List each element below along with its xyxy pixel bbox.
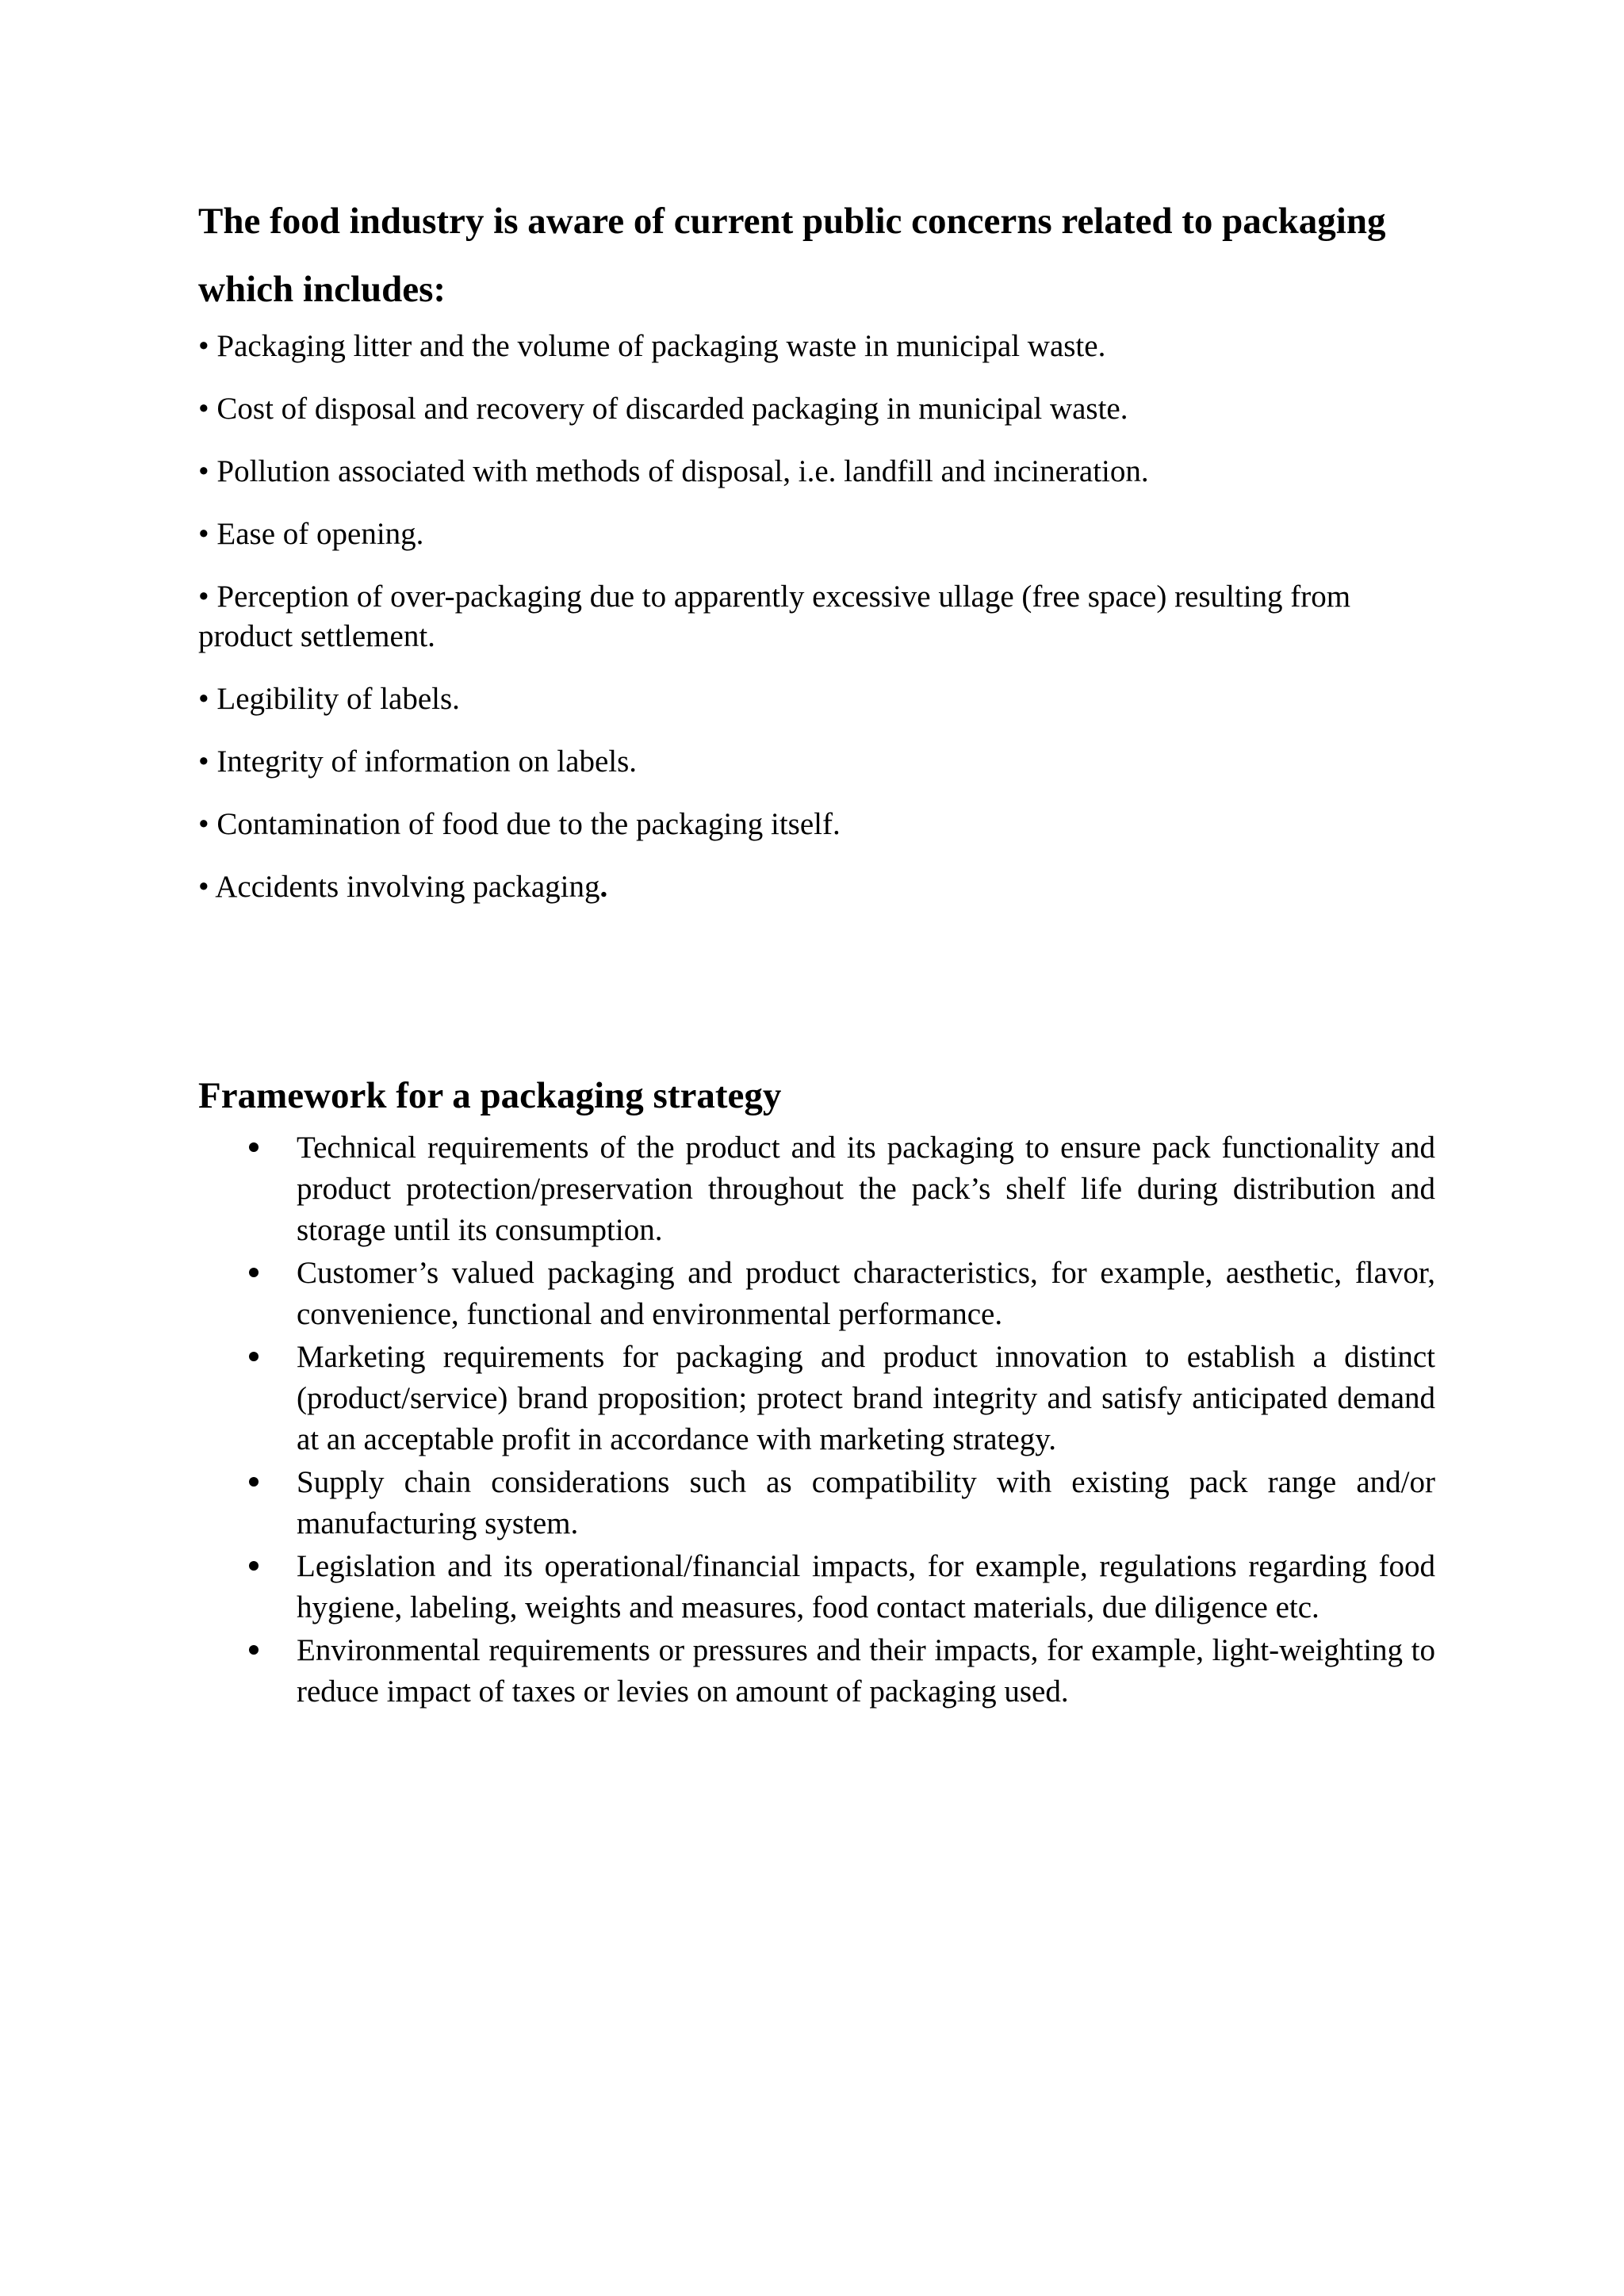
concern-item: • Cost of disposal and recovery of discarded packaging in municipal waste. — [198, 392, 1128, 426]
framework-item — [198, 1462, 1435, 1544]
framework-item — [198, 1546, 1435, 1628]
framework-item-text: Supply chain considerations such as compatibility with existing pack range and/or manufacturing system. — [297, 1465, 1435, 1540]
concern-item: • Perception of over-packaging due to apparently excessive ullage (free space) resulting from product settlement. — [198, 580, 1351, 653]
bullet-icon — [249, 1142, 259, 1152]
bullet-icon — [249, 1645, 259, 1655]
bullet-icon — [249, 1268, 259, 1277]
framework-item — [198, 1127, 1435, 1251]
concern-item-last — [198, 867, 1435, 907]
framework-item-text: Marketing requirements for packaging and product innovation to establish a distinct (product/service) brand proposition; protect brand integrity and satisfy anticipated demand at an acceptable profit in accordance with marketing strategy. — [297, 1340, 1435, 1456]
concerns-list — [198, 327, 1435, 907]
concern-item: • Integrity of information on labels. — [198, 744, 638, 779]
framework-list — [198, 1127, 1435, 1712]
concerns-heading: The food industry is aware of current public concerns related to packaging which includes: — [198, 201, 1386, 310]
concern-item: • Contamination of food due to the packaging itself. — [198, 807, 841, 841]
concern-item: • Legibility of labels. — [198, 682, 460, 716]
framework-heading: Framework for a packaging strategy — [198, 1075, 782, 1116]
framework-item-text: Customer’s valued packaging and product characteristics, for example, aesthetic, flavor, convenience, functional and environmental performance. — [297, 1256, 1435, 1331]
framework-item-text: Technical requirements of the product and its packaging to ensure pack functionality and product protection/preservation throughout the pack’s shelf life during distribution and storage until its consumption. — [297, 1131, 1435, 1247]
framework-item-text: Legislation and its operational/financial impacts, for example, regulations regarding food hygiene, labeling, weights and measures, food contact materials, due diligence etc. — [297, 1549, 1435, 1624]
concern-item: • Packaging litter and the volume of packaging waste in municipal waste. — [198, 329, 1106, 363]
page-content — [198, 187, 1435, 1714]
concern-item-text: • Accidents involving packaging — [198, 870, 600, 904]
concern-item: • Pollution associated with methods of disposal, i.e. landfill and incineration. — [198, 454, 1149, 488]
bullet-icon — [249, 1477, 259, 1487]
bullet-icon — [249, 1352, 259, 1361]
framework-item-text: Environmental requirements or pressures and their impacts, for example, light-weighting to reduce impact of taxes or levies on amount of packaging used. — [297, 1633, 1435, 1709]
concern-item: • Ease of opening. — [198, 517, 424, 551]
bullet-icon — [249, 1561, 259, 1571]
framework-item — [198, 1337, 1435, 1460]
framework-item — [198, 1253, 1435, 1335]
framework-item — [198, 1630, 1435, 1712]
concern-item-period: . — [599, 870, 608, 904]
